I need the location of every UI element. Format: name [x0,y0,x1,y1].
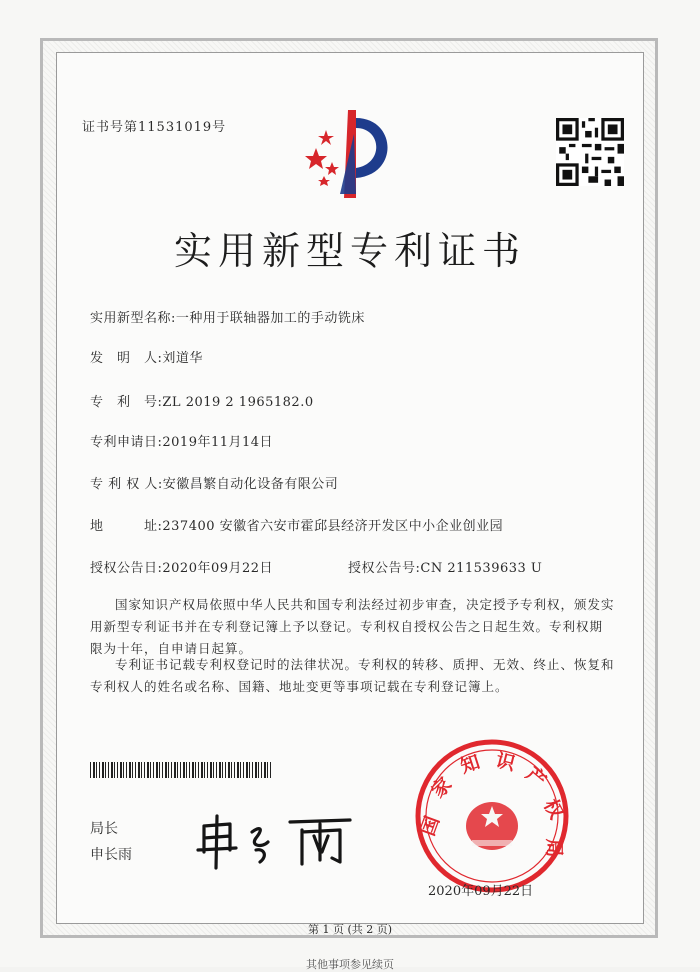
inventor-label: 发 明 人: [90,351,163,366]
filing-date-value: 2019年11月14日 [162,435,274,450]
grant-number-value: CN 211539633 U [420,561,543,576]
qr-code [556,118,624,186]
filing-date-row [90,431,273,450]
patent-number-label: 专 利 号: [90,395,163,410]
statement-paragraph-2: 专利证书记载专利权登记时的法律状况。专利权的转移、质押、无效、终止、恢复和专利权人的姓名或名称、国籍、地址变更等事项记载在专利登记簿上。 [90,657,615,694]
svg-text:识: 识 [493,749,518,776]
inventor-value: 刘道华 [162,351,203,366]
patentee-label: 专 利 权 人: [90,477,163,492]
patentee-value: 安徽昌繁自动化设备有限公司 [162,477,339,492]
page-number: 第 1 页 (共 2 页) [307,923,393,936]
continuation-note: 其他事项参见续页 [306,958,394,971]
svg-text:局: 局 [543,838,565,858]
patent-number-value: ZL 2019 2 1965182.0 [162,395,314,410]
director-title: 局长 [90,821,118,837]
cnipa-logo [296,104,404,200]
statement-paragraph-1: 国家知识产权局依照中华人民共和国专利法经过初步审查，决定授予专利权，颁发实用新型专利证书并在专利登记簿上予以登记。专利权自授权公告之日起生效。专利权期限为十年，自申请日起算。 [90,597,615,656]
svg-text:产: 产 [521,762,551,792]
svg-text:家: 家 [427,773,457,803]
director-name: 申长雨 [90,847,132,863]
seal-date: 2020年09月22日 [428,884,534,899]
inventor-row [90,347,203,366]
address-row [90,515,503,534]
certificate-title: 实用新型专利证书 [173,229,526,273]
director-signature [190,812,370,872]
address-value: 237400 安徽省六安市霍邱县经济开发区中小企业创业园 [162,519,504,534]
grant-date-value: 2020年09月22日 [162,561,274,576]
svg-text:国: 国 [416,813,444,839]
patent-number-row [90,391,314,410]
svg-text:权: 权 [539,795,568,823]
certificate-number: 证书号第11531019号 [82,120,227,135]
svg-text:知: 知 [457,750,483,778]
utility-model-name-row [90,307,365,326]
name-value: 一种用于联轴器加工的手动铣床 [175,311,365,326]
name-label: 实用新型名称: [90,311,176,326]
barcode [90,762,272,778]
grant-number-label: 授权公告号: [348,561,421,576]
official-seal [412,736,572,896]
grant-date-label: 授权公告日: [90,561,163,576]
filing-date-label: 专利申请日: [90,435,163,450]
grant-number-row [348,557,542,576]
patentee-row [90,473,338,492]
grant-date-row [90,557,273,576]
address-label: 地 址: [90,519,163,534]
